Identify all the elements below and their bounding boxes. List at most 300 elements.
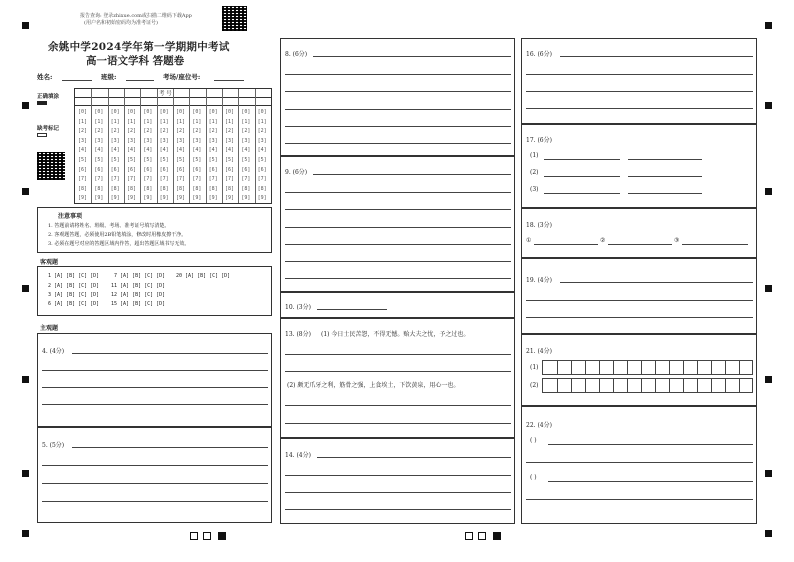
q18-box xyxy=(521,208,757,258)
exam-number-bubble[interactable]: [7] xyxy=(208,176,218,183)
exam-number-bubble[interactable]: [1] xyxy=(127,118,137,125)
exam-subtitle: 高一语文学科 答题卷 xyxy=(86,55,185,67)
page-code-mark xyxy=(493,532,501,540)
exam-number-bubble[interactable]: [4] xyxy=(78,147,88,154)
q13-sentence-2: (2) 颇无爪牙之利，筋骨之强，上食埃土，下饮黄泉，用心一也。 xyxy=(287,382,460,389)
answer-line[interactable] xyxy=(628,159,702,160)
page-code-box xyxy=(203,532,211,540)
answer-line[interactable] xyxy=(317,457,511,458)
timing-mark xyxy=(22,376,29,383)
q13-label: 13. (8分) xyxy=(285,331,311,338)
exam-number-bubble[interactable]: [8] xyxy=(143,185,153,192)
grid-divider xyxy=(140,89,141,203)
answer-line[interactable] xyxy=(285,475,511,476)
exam-number-bubble[interactable]: [9] xyxy=(110,195,120,202)
q17-part-1: (1) xyxy=(530,152,539,159)
q5-label: 5. (5分) xyxy=(42,442,65,449)
writing-cell[interactable] xyxy=(641,379,655,392)
page-code-box xyxy=(190,532,198,540)
exam-number-bubble[interactable]: [8] xyxy=(192,185,202,192)
writing-cell[interactable] xyxy=(669,361,683,374)
exam-number-bubble[interactable]: [4] xyxy=(176,147,186,154)
exam-title: 余姚中学2024学年第一学期期中考试 xyxy=(48,41,230,53)
objective-row[interactable]: 7 [A] [B] [C] [D] xyxy=(114,273,166,279)
q18-blank-2: ② xyxy=(600,237,606,244)
exam-number-bubble[interactable]: [9] xyxy=(143,195,153,202)
exam-number-bubble[interactable]: [2] xyxy=(159,128,169,135)
fill-example-label: 正确填涂 xyxy=(37,94,60,100)
q22-label: 22. (4分) xyxy=(526,422,552,429)
exam-number-bubble[interactable]: [3] xyxy=(225,137,235,144)
exam-number-bubble[interactable]: [3] xyxy=(241,137,251,144)
answer-line[interactable] xyxy=(285,405,511,406)
name-field[interactable] xyxy=(62,80,92,81)
login-notice: (用户名和初始密码均为准考证号) xyxy=(84,20,158,26)
answer-line[interactable] xyxy=(285,143,511,144)
answer-line[interactable] xyxy=(72,447,268,448)
answer-line[interactable] xyxy=(42,501,268,502)
exam-number-bubble[interactable]: [1] xyxy=(78,118,88,125)
exam-number-bubble[interactable]: [3] xyxy=(208,137,218,144)
writing-cell[interactable] xyxy=(627,361,641,374)
answer-line[interactable] xyxy=(534,244,598,245)
exam-number-bubble[interactable]: [0] xyxy=(176,109,186,115)
timing-mark xyxy=(765,188,772,195)
exam-number-bubble[interactable]: [4] xyxy=(159,147,169,154)
answer-line[interactable] xyxy=(285,492,511,493)
answer-line[interactable] xyxy=(526,462,753,463)
exam-number-bubble[interactable]: [8] xyxy=(208,185,218,192)
exam-number-bubble[interactable]: [5] xyxy=(225,157,235,163)
exam-number-bubble[interactable]: [0] xyxy=(127,109,137,115)
exam-number-bubble[interactable]: [8] xyxy=(94,185,104,192)
exam-number-bubble[interactable]: [6] xyxy=(257,166,267,173)
exam-number-bubble[interactable]: [8] xyxy=(257,185,267,192)
writing-cell[interactable] xyxy=(683,361,697,374)
exam-number-bubble[interactable]: [1] xyxy=(176,118,186,125)
exam-number-bubble[interactable]: [9] xyxy=(159,195,169,202)
timing-mark xyxy=(765,102,772,109)
page-code-box xyxy=(478,532,486,540)
answer-line[interactable] xyxy=(285,261,511,262)
exam-number-bubble[interactable]: [6] xyxy=(225,166,235,173)
writing-cell[interactable] xyxy=(683,379,697,392)
q14-box xyxy=(280,438,515,524)
objective-row[interactable]: 1 [A] [B] [C] [D] xyxy=(48,273,100,279)
q5-box xyxy=(37,427,272,523)
timing-mark xyxy=(22,22,29,29)
q17-label: 17. (6分) xyxy=(526,137,552,144)
exam-number-bubble[interactable]: [2] xyxy=(176,128,186,135)
grid-divider xyxy=(255,89,256,203)
exam-number-bubble[interactable]: [0] xyxy=(94,109,104,115)
exam-number-bubble[interactable]: [6] xyxy=(94,166,104,173)
exam-number-bubble[interactable]: [1] xyxy=(208,118,218,125)
exam-number-bubble[interactable]: [9] xyxy=(94,195,104,202)
note-item: 3. 必须在题号对应的答题区域内作答，超出答题区域书写无效。 xyxy=(48,241,190,247)
writing-cell[interactable] xyxy=(599,379,613,392)
exam-number-bubble[interactable]: [5] xyxy=(176,157,186,163)
exam-number-bubble[interactable]: [1] xyxy=(257,118,267,125)
exam-number-bubble[interactable]: [4] xyxy=(225,147,235,154)
exam-number-bubble[interactable]: [3] xyxy=(127,137,137,144)
exam-number-bubble[interactable]: [3] xyxy=(257,137,267,144)
answer-line[interactable] xyxy=(285,244,511,245)
exam-number-bubble[interactable]: [4] xyxy=(192,147,202,154)
objective-row[interactable]: 2 [A] [B] [C] [D] xyxy=(48,283,100,289)
class-label: 班级: xyxy=(101,73,117,81)
exam-number-bubble[interactable]: [7] xyxy=(110,176,120,183)
writing-cell[interactable] xyxy=(585,379,599,392)
q21-label: 21. (4分) xyxy=(526,348,552,355)
exam-number-bubble[interactable]: [7] xyxy=(225,176,235,183)
exam-number-columns xyxy=(75,97,271,203)
objective-row[interactable]: 6 [A] [B] [C] [D] xyxy=(48,301,100,307)
name-label: 姓名: xyxy=(37,73,53,81)
grid-divider xyxy=(157,89,158,203)
exam-number-bubble[interactable]: [2] xyxy=(257,128,267,135)
q13-box xyxy=(280,318,515,438)
timing-mark xyxy=(22,102,29,109)
exam-number-bubble[interactable]: [3] xyxy=(110,137,120,144)
objective-row[interactable]: 3 [A] [B] [C] [D] xyxy=(48,292,100,298)
exam-number-bubble[interactable]: [8] xyxy=(241,185,251,192)
exam-number-bubble[interactable]: [6] xyxy=(192,166,202,173)
exam-number-bubble[interactable]: [9] xyxy=(208,195,218,202)
exam-number-bubble[interactable]: [5] xyxy=(78,157,88,163)
grid-divider xyxy=(173,89,174,203)
q9-label: 9. (6分) xyxy=(285,169,308,176)
exam-number-bubble[interactable]: [3] xyxy=(176,137,186,144)
exam-number-bubble[interactable]: [1] xyxy=(192,118,202,125)
page-code-box xyxy=(465,532,473,540)
exam-number-bubble[interactable]: [0] xyxy=(241,109,251,115)
answer-line[interactable] xyxy=(317,309,387,310)
q8-label: 8. (6分) xyxy=(285,51,308,58)
q10-label: 10. (3分) xyxy=(285,304,311,311)
fill-example-mark xyxy=(37,101,47,105)
exam-number-bubble[interactable]: [2] xyxy=(110,128,120,135)
writing-cell[interactable] xyxy=(697,379,711,392)
answer-line[interactable] xyxy=(285,227,511,228)
exam-number-bubble[interactable]: [6] xyxy=(176,166,186,173)
exam-number-bubble[interactable]: [7] xyxy=(94,176,104,183)
exam-number-bubble[interactable]: [2] xyxy=(143,128,153,135)
writing-cell[interactable] xyxy=(739,379,753,392)
answer-line[interactable] xyxy=(42,404,268,405)
exam-number-bubble[interactable]: [7] xyxy=(192,176,202,183)
answer-line[interactable] xyxy=(285,192,511,193)
report-notice: 报告查询: 登录zhixue.com或扫描二维码下载App xyxy=(80,13,192,19)
answer-line[interactable] xyxy=(548,481,753,482)
timing-mark xyxy=(22,188,29,195)
notes-title: 注意事项 xyxy=(58,213,83,220)
writing-cell[interactable] xyxy=(613,379,627,392)
exam-number-bubble[interactable]: [4] xyxy=(127,147,137,154)
exam-number-bubble[interactable]: [9] xyxy=(127,195,137,202)
writing-cell[interactable] xyxy=(641,361,655,374)
exam-number-bubble[interactable]: [4] xyxy=(94,147,104,154)
answer-line[interactable] xyxy=(608,244,672,245)
grid-divider xyxy=(91,89,92,203)
writing-cell[interactable] xyxy=(627,379,641,392)
exam-number-bubble[interactable]: [5] xyxy=(143,157,153,163)
exam-number-bubble[interactable]: [0] xyxy=(143,109,153,115)
timing-mark xyxy=(22,530,29,537)
absent-mark-box[interactable] xyxy=(37,133,47,137)
answer-line[interactable] xyxy=(285,278,511,279)
timing-mark xyxy=(22,285,29,292)
answer-line[interactable] xyxy=(526,499,753,500)
writing-cell[interactable] xyxy=(557,379,571,392)
writing-cell[interactable] xyxy=(655,361,669,374)
writing-cell[interactable] xyxy=(571,379,585,392)
exam-number-bubble[interactable]: [4] xyxy=(208,147,218,154)
exam-number-bubble[interactable]: [6] xyxy=(78,166,88,173)
exam-number-bubble[interactable]: [7] xyxy=(78,176,88,183)
exam-number-bubble[interactable]: [0] xyxy=(78,109,88,115)
exam-number-bubble[interactable]: [8] xyxy=(159,185,169,192)
exam-number-bubble[interactable]: [6] xyxy=(159,166,169,173)
exam-number-bubble[interactable]: [1] xyxy=(94,118,104,125)
answer-line[interactable] xyxy=(628,193,702,194)
q21-grid-row-2[interactable] xyxy=(542,378,753,393)
answer-line[interactable] xyxy=(285,109,511,110)
exam-number-bubble[interactable]: [7] xyxy=(127,176,137,183)
exam-number-grid xyxy=(74,88,272,204)
exam-number-header: 考 号 xyxy=(159,91,172,97)
writing-cell[interactable] xyxy=(585,361,599,374)
exam-number-bubble[interactable]: [9] xyxy=(176,195,186,202)
exam-number-bubble[interactable]: [9] xyxy=(225,195,235,202)
exam-number-bubble[interactable]: [6] xyxy=(241,166,251,173)
q21-part-1: (1) xyxy=(530,364,539,371)
exam-number-bubble[interactable]: [8] xyxy=(127,185,137,192)
exam-number-bubble[interactable]: [4] xyxy=(257,147,267,154)
timing-mark xyxy=(765,285,772,292)
objective-row[interactable]: 20 [A] [B] [C] [D] xyxy=(176,273,231,279)
answer-line[interactable] xyxy=(285,371,511,372)
exam-number-bubble[interactable]: [0] xyxy=(208,109,218,115)
writing-cell[interactable] xyxy=(571,361,585,374)
answer-line[interactable] xyxy=(682,244,748,245)
writing-cell[interactable] xyxy=(669,379,683,392)
exam-number-bubble[interactable]: [7] xyxy=(257,176,267,183)
exam-number-bubble[interactable]: [3] xyxy=(192,137,202,144)
answer-line[interactable] xyxy=(526,91,753,92)
q22-part-2: ( ) xyxy=(530,474,537,481)
answer-line[interactable] xyxy=(285,509,511,510)
exam-number-bubble[interactable]: [0] xyxy=(159,109,169,115)
timing-mark xyxy=(765,470,772,477)
writing-cell[interactable] xyxy=(599,361,613,374)
writing-cell[interactable] xyxy=(711,361,725,374)
exam-number-bubble[interactable]: [7] xyxy=(176,176,186,183)
answer-line[interactable] xyxy=(313,174,511,175)
answer-line[interactable] xyxy=(285,423,511,424)
subjective-title: 主观题 xyxy=(40,325,59,332)
writing-cell[interactable] xyxy=(739,361,753,374)
writing-cell[interactable] xyxy=(613,361,627,374)
writing-cell[interactable] xyxy=(725,379,739,392)
exam-number-bubble[interactable]: [4] xyxy=(143,147,153,154)
qr-code-icon xyxy=(37,152,65,180)
exam-number-bubble[interactable]: [2] xyxy=(241,128,251,135)
answer-line[interactable] xyxy=(544,193,620,194)
exam-number-bubble[interactable]: [5] xyxy=(94,157,104,163)
exam-number-bubble[interactable]: [6] xyxy=(110,166,120,173)
q4-label: 4. (4分) xyxy=(42,348,65,355)
exam-number-bubble[interactable]: [5] xyxy=(192,157,202,163)
q16-label: 16. (6分) xyxy=(526,51,552,58)
exam-number-bubble[interactable]: [3] xyxy=(94,137,104,144)
answer-line[interactable] xyxy=(285,74,511,75)
answer-line[interactable] xyxy=(42,370,268,371)
answer-line[interactable] xyxy=(526,300,753,301)
exam-number-bubble[interactable]: [1] xyxy=(241,118,251,125)
q17-part-3: (3) xyxy=(530,186,539,193)
absent-mark-label: 缺考标记 xyxy=(37,126,60,132)
page-code-mark xyxy=(218,532,226,540)
answer-line[interactable] xyxy=(285,91,511,92)
exam-number-bubble[interactable]: [2] xyxy=(78,128,88,135)
answer-line[interactable] xyxy=(42,387,268,388)
timing-mark xyxy=(22,470,29,477)
exam-number-bubble[interactable]: [8] xyxy=(176,185,186,192)
exam-number-bubble[interactable]: [2] xyxy=(94,128,104,135)
answer-line[interactable] xyxy=(285,209,511,210)
q9-box xyxy=(280,156,515,292)
seat-field[interactable] xyxy=(214,80,244,81)
answer-line[interactable] xyxy=(285,354,511,355)
exam-number-bubble[interactable]: [9] xyxy=(241,195,251,202)
writing-cell[interactable] xyxy=(557,361,571,374)
grid-divider xyxy=(238,89,239,203)
grid-divider xyxy=(206,89,207,203)
answer-line[interactable] xyxy=(628,176,702,177)
exam-number-bubble[interactable]: [6] xyxy=(143,166,153,173)
exam-number-bubble[interactable]: [5] xyxy=(241,157,251,163)
answer-line[interactable] xyxy=(42,465,268,466)
exam-number-bubble[interactable]: [8] xyxy=(225,185,235,192)
answer-line[interactable] xyxy=(544,159,620,160)
q4-box xyxy=(37,333,272,427)
exam-number-bubble[interactable]: [1] xyxy=(110,118,120,125)
timing-mark xyxy=(765,530,772,537)
answer-line[interactable] xyxy=(285,126,511,127)
exam-number-bubble[interactable]: [0] xyxy=(192,109,202,115)
exam-number-bubble[interactable]: [1] xyxy=(159,118,169,125)
q18-blank-1: ① xyxy=(526,237,532,244)
answer-line[interactable] xyxy=(526,317,753,318)
q21-grid-row-1[interactable] xyxy=(542,360,753,375)
exam-number-bubble[interactable]: [2] xyxy=(208,128,218,135)
exam-number-bubble[interactable]: [6] xyxy=(127,166,137,173)
exam-number-bubble[interactable]: [2] xyxy=(225,128,235,135)
exam-number-bubble[interactable]: [5] xyxy=(159,157,169,163)
exam-number-bubble[interactable]: [7] xyxy=(159,176,169,183)
q16-box xyxy=(521,38,757,124)
q21-box xyxy=(521,334,757,406)
exam-number-bubble[interactable]: [7] xyxy=(143,176,153,183)
exam-number-bubble[interactable]: [2] xyxy=(127,128,137,135)
exam-number-bubble[interactable]: [5] xyxy=(127,157,137,163)
grid-divider xyxy=(222,89,223,203)
answer-line[interactable] xyxy=(42,483,268,484)
q10-box xyxy=(280,292,515,318)
q17-part-2: (2) xyxy=(530,169,539,176)
class-field[interactable] xyxy=(126,80,154,81)
exam-number-bubble[interactable]: [5] xyxy=(208,157,218,163)
q22-part-1: ( ) xyxy=(530,437,537,444)
answer-line[interactable] xyxy=(72,353,268,354)
q21-part-2: (2) xyxy=(530,382,539,389)
exam-number-bubble[interactable]: [2] xyxy=(192,128,202,135)
note-item: 2. 客观题答题，必须使用2B铅笔填涂，修改时用橡皮擦干净。 xyxy=(48,232,187,238)
exam-number-bubble[interactable]: [0] xyxy=(110,109,120,115)
objective-row[interactable]: 15 [A] [B] [C] [D] xyxy=(111,301,166,307)
exam-number-bubble[interactable]: [4] xyxy=(110,147,120,154)
q18-blank-3: ③ xyxy=(674,237,680,244)
exam-number-bubble[interactable]: [4] xyxy=(241,147,251,154)
grid-divider xyxy=(124,89,125,203)
grid-divider xyxy=(189,89,190,203)
exam-number-bubble[interactable]: [5] xyxy=(257,157,267,163)
exam-number-bubble[interactable]: [6] xyxy=(208,166,218,173)
answer-line[interactable] xyxy=(560,282,753,283)
answer-line[interactable] xyxy=(544,176,620,177)
exam-number-bubble[interactable]: [9] xyxy=(78,195,88,202)
exam-number-bubble[interactable]: [9] xyxy=(257,195,267,202)
exam-number-bubble[interactable]: [3] xyxy=(78,137,88,144)
qr-code-icon xyxy=(222,6,247,31)
timing-mark xyxy=(765,376,772,383)
exam-number-bubble[interactable]: [8] xyxy=(78,185,88,192)
answer-line[interactable] xyxy=(313,56,511,57)
timing-mark xyxy=(765,22,772,29)
answer-line[interactable] xyxy=(526,74,753,75)
objective-row[interactable]: 11 [A] [B] [C] [D] xyxy=(111,283,166,289)
writing-cell[interactable] xyxy=(725,361,739,374)
exam-number-bubble[interactable]: [1] xyxy=(225,118,235,125)
exam-number-bubble[interactable]: [0] xyxy=(225,109,235,115)
exam-number-bubble[interactable]: [3] xyxy=(159,137,169,144)
grid-divider xyxy=(108,89,109,203)
answer-line[interactable] xyxy=(548,444,753,445)
note-item: 1. 答题前请将姓名、班级、考场、准考证号填写清楚。 xyxy=(48,223,170,229)
exam-number-bubble[interactable]: [0] xyxy=(257,109,267,115)
q17-box xyxy=(521,124,757,208)
answer-line[interactable] xyxy=(560,56,753,57)
q13-sentence-1: (1) 今日士民苦怨，不得无憾。贻大夫之忧，予之过也。 xyxy=(321,331,470,338)
exam-number-bubble[interactable]: [7] xyxy=(241,176,251,183)
seat-label: 考场/座位号: xyxy=(163,73,201,81)
objective-row[interactable]: 12 [A] [B] [C] [D] xyxy=(111,292,166,298)
exam-number-bubble[interactable]: [8] xyxy=(110,185,120,192)
exam-number-bubble[interactable]: [1] xyxy=(143,118,153,125)
notes-box xyxy=(37,207,272,253)
writing-cell[interactable] xyxy=(655,379,669,392)
exam-number-bubble[interactable]: [3] xyxy=(143,137,153,144)
answer-line[interactable] xyxy=(526,108,753,109)
q8-box xyxy=(280,38,515,156)
exam-number-bubble[interactable]: [9] xyxy=(192,195,202,202)
q22-box xyxy=(521,406,757,524)
q14-label: 14. (4分) xyxy=(285,452,311,459)
writing-cell[interactable] xyxy=(711,379,725,392)
exam-number-bubble[interactable]: [5] xyxy=(110,157,120,163)
writing-cell[interactable] xyxy=(697,361,711,374)
